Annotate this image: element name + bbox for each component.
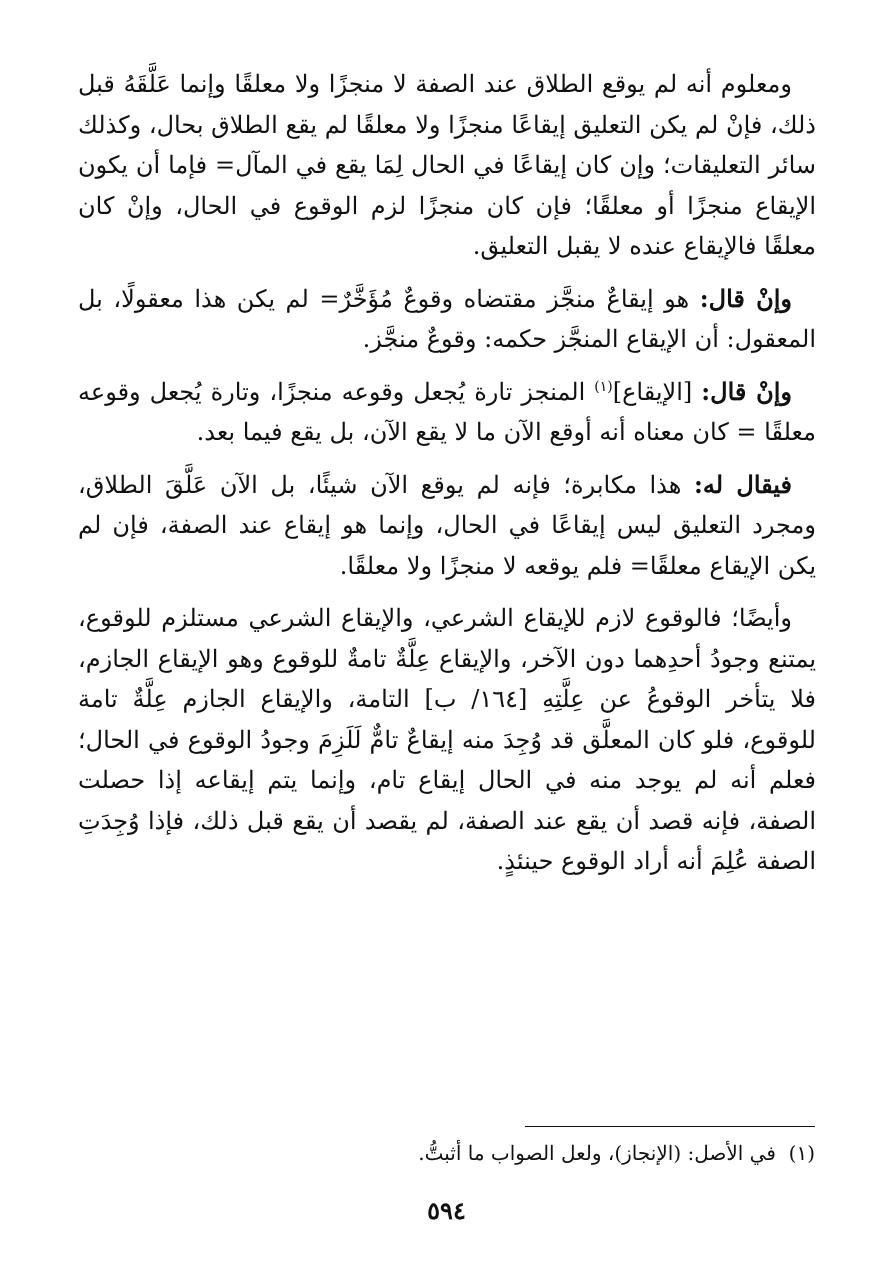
paragraph-3-text: المنجز تارة يُجعل وقوعه منجزًا، وتارة يُجعل وقوعه معلقًا = كان معناه أنه أوقع الآن ما لا يقع الآن، بل يقع فيما بعد. <box>78 377 816 446</box>
paragraph-5-text: وأيضًا؛ فالوقوع لازم للإيقاع الشرعي، والإيقاع الشرعي مستلزم للوقوع، يمتنع وجودُ أحدِهما دون الآخر، والإيقاع عِلَّةٌ تامةٌ للوقوع وهو الإيقاع الجازم، فلا يتأخر الوقوعُ عن عِلَّتِهِ [١٦٤/ ب] التامة، والإيقاع الجازم عِلَّةٌ تامة للوقوع، فلو كان المعلَّق قد وُجِدَ منه إيقاعٌ تامٌّ لَلَزِمَ وجودُ الوقوع في الحال؛ فعلم أنه لم يوجد منه في الحال إيقاع تام، وإنما يتم إيقاعه إذا حصلت الصفة، فإنه قصد أن يقع عند الصفة، لم يقصد أن يقع قبل ذلك، فإذا وُجِدَتِ الصفة عُلِمَ أنه أراد الوقوع حينئذٍ. <box>78 604 816 875</box>
footnote-text: في الأصل: (الإنجاز)، ولعل الصواب ما أثبتُّ. <box>418 1141 776 1165</box>
paragraph-4-text: هذا مكابرة؛ فإنه لم يوقع الآن شيئًا، بل الآن عَلَّقَ الطلاق، ومجرد التعليق ليس إيقاعًا في الحال، وإنما هو إيقاع عند الصفة، فإن لم يكن الإيقاع معلقًا= فلم يوقعه لا منجزًا ولا معلقًا. <box>78 470 816 580</box>
paragraph-4 <box>78 465 816 587</box>
paragraph-1-text: ومعلوم أنه لم يوقع الطلاق عند الصفة لا منجزًا ولا معلقًا وإنما عَلَّقَهُ قبل ذلك، فإنْ لم يكن التعليق إيقاعًا منجزًا ولا معلقًا لم يقع الطلاق بحال، وكذلك سائر التعليقات؛ وإن كان إيقاعًا في الحال لِمَا يقع في المآل= فإما أن يكون الإيقاع منجزًا أو معلقًا؛ فإن كان منجزًا لزم الوقوع في الحال، وإنْ كان معلقًا فالإيقاع عنده لا يقبل التعليق. <box>78 70 816 260</box>
paragraph-1 <box>78 64 816 267</box>
page-body <box>78 64 816 894</box>
footnote-number: (١) <box>788 1141 815 1165</box>
paragraph-3-lead: وإنْ قال: <box>701 376 792 406</box>
footnote <box>77 1138 815 1168</box>
paragraph-5 <box>78 598 816 882</box>
page-number: ٥٩٤ <box>427 1196 466 1225</box>
footnote-divider <box>525 1126 815 1127</box>
paragraph-2-lead: وإنْ قال: <box>699 283 792 313</box>
paragraph-4-lead: فيقال له: <box>694 469 793 499</box>
footnote-reference: (١) <box>594 378 613 395</box>
paragraph-3-bracket-word: [الإيقاع] <box>612 377 702 406</box>
paragraph-3 <box>78 372 816 453</box>
paragraph-2 <box>78 279 816 360</box>
paragraph-2-text: هو إيقاعٌ منجَّز مقتضاه وقوعٌ مُؤَخَّرٌ= لم يكن هذا معقولًا، بل المعقول: أن الإيقاع المنجَّز حكمه: وقوعٌ منجَّز. <box>78 284 816 353</box>
